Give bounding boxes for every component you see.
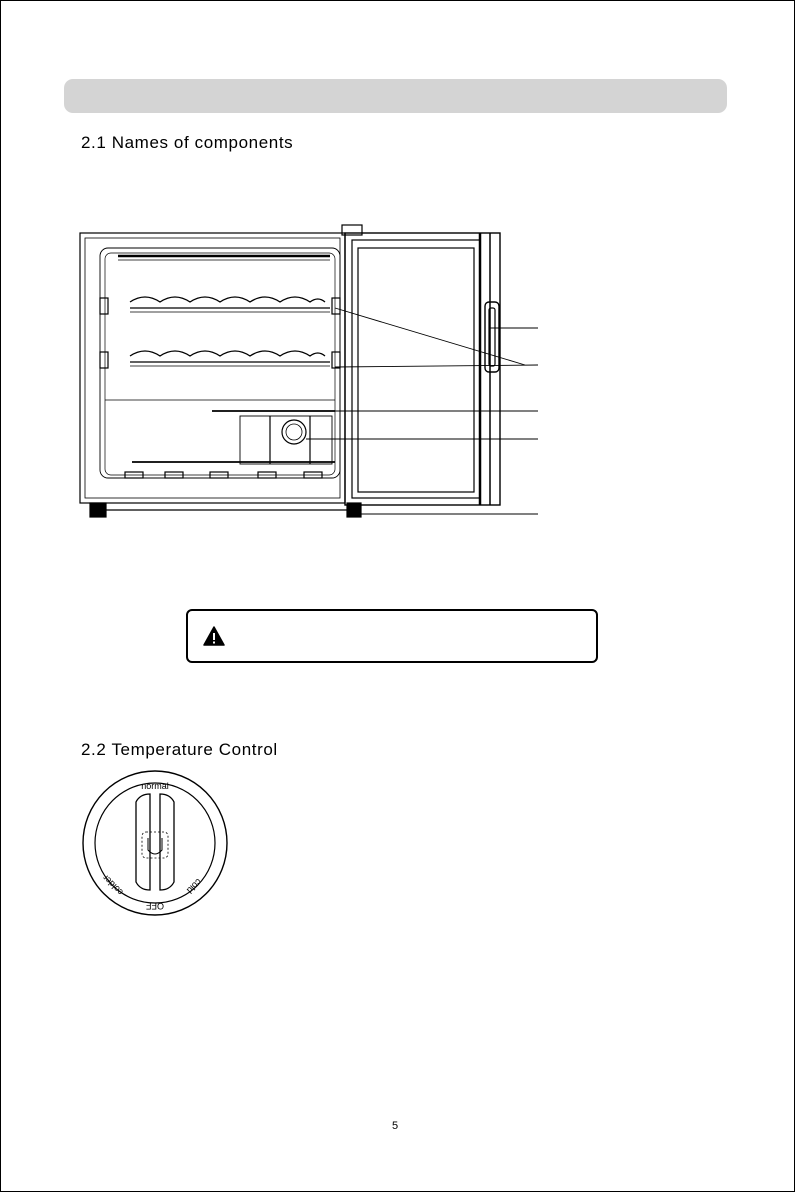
- wine-cooler-diagram: [60, 220, 550, 525]
- dial-label-colder: colder: [100, 872, 126, 898]
- dial-label-off: OFF: [146, 901, 164, 911]
- section-title-temperature-control: 2.2 Temperature Control: [81, 740, 278, 759]
- chapter-header-bar: [64, 79, 727, 113]
- page-number: 5: [392, 1120, 399, 1132]
- warning-triangle-icon: [203, 626, 225, 646]
- dial-label-cold: cold: [184, 876, 204, 896]
- temperature-dial-diagram: [80, 768, 230, 918]
- section-title-names-of-components: 2.1 Names of components: [81, 133, 294, 152]
- dial-label-normal: normal: [141, 781, 169, 791]
- warning-box: [186, 609, 598, 663]
